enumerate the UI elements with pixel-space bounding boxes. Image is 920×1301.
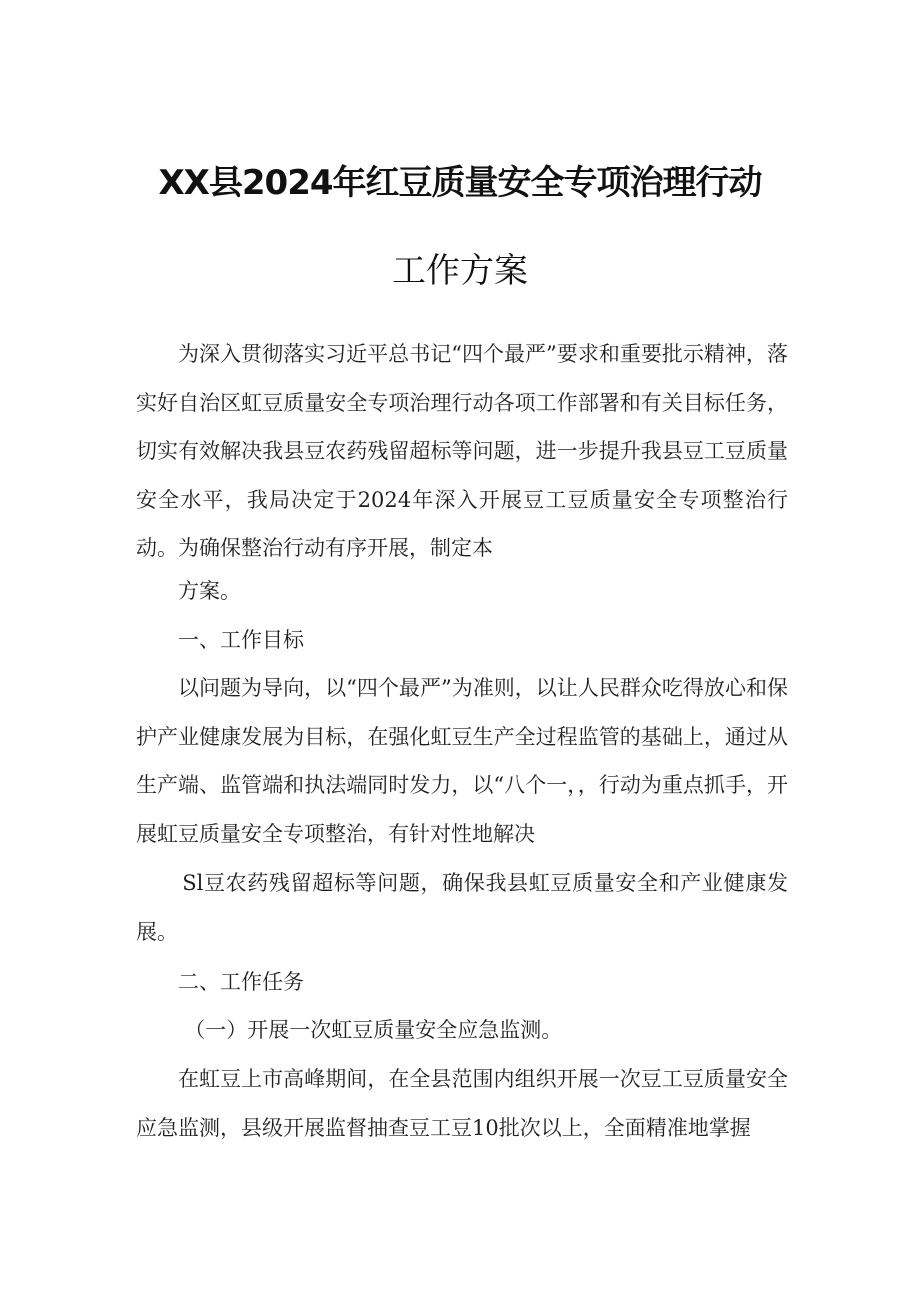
intro-paragraph: 为深入贯彻落实习近平总书记“四个最严”要求和重要批示精神，落实好自治区虹豆质量安全专项治理行动各项工作部署和有关目标任务，切实有效解决我县豆农药残留超标等问题，进一步提升我县豆工豆质量安全水平，我局决定于2024年深入开展豆工豆质量安全专项整治行动。为确保整治行动有序开展，制定本: [136, 342, 788, 560]
document-title-line-1: XX县2024年红豆质量安全专项治理行动: [158, 162, 762, 203]
section-2-subheading-1: （一）开展一次虹豆质量安全应急监测。: [184, 1018, 563, 1042]
document-title-line-2: 工作方案: [392, 250, 528, 291]
section-1-paragraph-1: 以问题为导向，以“四个最严”为准则，以让人民群众吃得放心和保护产业健康发展为目标，在强化虹豆生产全过程监管的基础上，通过从生产端、监管端和执法端同时发力，以“八个一，，行动为重点抓手，开展虹豆质量安全专项整治，有针对性地解决: [136, 676, 788, 846]
intro-paragraph-end: 方案。: [178, 579, 241, 603]
section-1-paragraph-2: Sl豆农药残留超标等问题，确保我县虹豆质量安全和产业健康发展。: [136, 871, 788, 944]
section-2-paragraph-1: 在虹豆上市高峰期间，在全县范围内组织开展一次豆工豆质量安全应急监测，县级开展监督抽查豆工豆10批次以上，全面精准地掌握: [136, 1067, 788, 1140]
section-1-heading: 一、工作目标: [178, 628, 304, 652]
section-2-heading: 二、工作任务: [178, 970, 304, 994]
